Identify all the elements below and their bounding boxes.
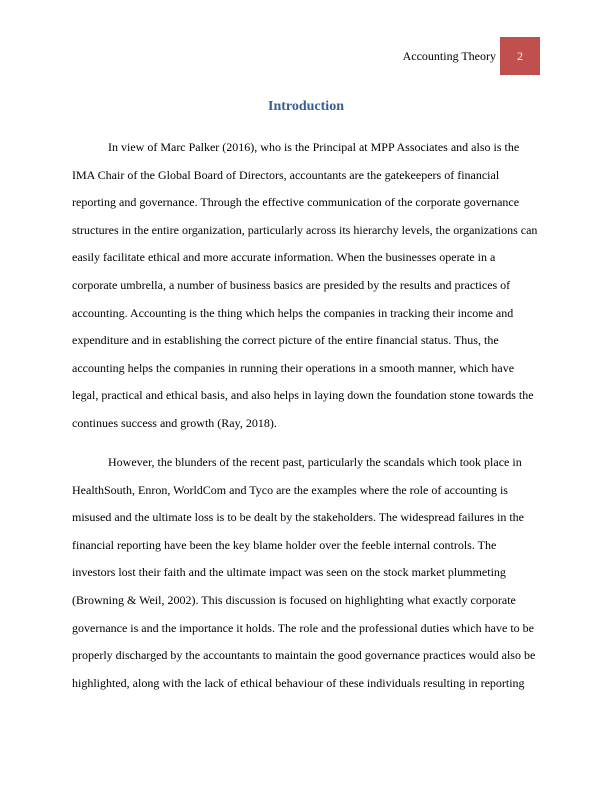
page-number-badge: 2	[500, 37, 540, 75]
body-paragraph-1: In view of Marc Palker (2016), who is the Principal at MPP Associates and also is the IMA Chair of the Global Board of Directors, accountants are the gatekeepers of financial reporting and governance. Through the effective communication of the corporate governance structures in the entire organization, particularly across its hierarchy levels, the organizations can easily facilitate ethical and more accurate information. When the businesses operate in a corporate umbrella, a number of business basics are presided by the results and practices of accounting. Accounting is the thing which helps the companies in tracking their income and expenditure and in establishing the correct picture of the entire financial status. Thus, the accounting helps the companies in running their operations in a smooth manner, which have legal, practical and ethical basis, and also helps in laying down the foundation stone towards the continues success and growth (Ray, 2018).	[72, 140, 538, 430]
running-header-title: Accounting Theory	[402, 49, 496, 63]
section-heading: Introduction	[268, 99, 344, 114]
body-paragraph-2: However, the blunders of the recent past, particularly the scandals which took place in HealthSouth, Enron, WorldCom and Tyco are the examples where the role of accounting is misused and the ultimate loss is to be dealt by the stakeholders. The widespread failures in the financial reporting have been the key blame holder over the feeble internal controls. The investors lost their faith and the ultimate impact was seen on the stock market plummeting (Browning & Weil, 2002). This discussion is focused on highlighting what exactly corporate governance is and the importance it holds. The role and the professional duties which have to be properly discharged by the accountants to maintain the good governance practices would also be highlighted, along with the lack of ethical behaviour of these individuals resulting in reporting	[72, 455, 536, 690]
